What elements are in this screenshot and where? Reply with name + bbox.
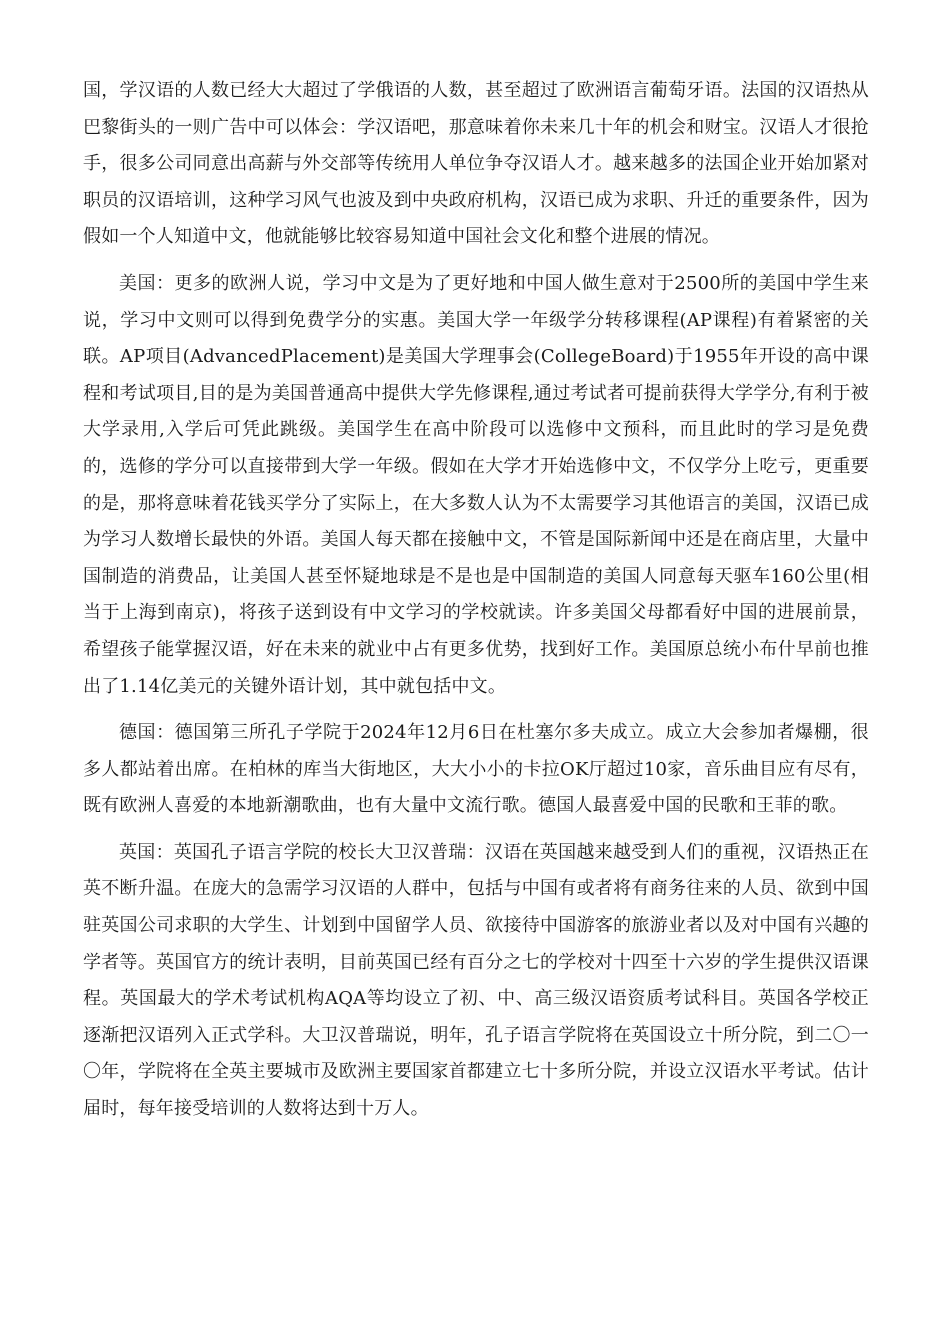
- document-page: [83, 73, 869, 1138]
- paragraph-usa: 美国：更多的欧洲人说，学习中文是为了更好地和中国人做生意对于2500所的美国中学生来说，学习中文则可以得到免费学分的实惠。美国大学一年级学分转移课程(AP课程)有着紧密的关联。AP项目(AdvancedPlacement)是美国大学理事会(CollegeBoard)于1955年开设的高中课程和考试项目,目的是为美国普通高中提供大学先修课程,通过考试者可提前获得大学学分,有利于被大学录用,入学后可凭此跳级。美国学生在高中阶段可以选修中文预科，而且此时的学习是免费的，选修的学分可以直接带到大学一年级。假如在大学才开始选修中文，不仅学分上吃亏，更重要的是，那将意味着花钱买学分了实际上，在大多数人认为不太需要学习其他语言的美国，汉语已成为学习人数增长最快的外语。美国人每天都在接触中文，不管是国际新闻中还是在商店里，大量中国制造的消费品，让美国人甚至怀疑地球是不是也是中国制造的美国人同意每天驱车160公里(相当于上海到南京)，将孩子送到设有中文学习的学校就读。许多美国父母都看好中国的进展前景，希望孩子能掌握汉语，好在未来的就业中占有更多优势，找到好工作。美国原总统小布什早前也推出了1.14亿美元的关键外语计划，其中就包括中文。: [83, 272, 869, 697]
- paragraph-germany: 德国：德国第三所孔子学院于2024年12月6日在杜塞尔多夫成立。成立大会参加者爆棚，很多人都站着出席。在柏林的库当大街地区，大大小小的卡拉OK厅超过10家，音乐曲目应有尽有，既有欧洲人喜爱的本地新潮歌曲，也有大量中文流行歌。德国人最喜爱中国的民歌和王菲的歌。: [83, 722, 869, 817]
- paragraph-uk: 英国：英国孔子语言学院的校长大卫汉普瑞：汉语在英国越来越受到人们的重视，汉语热正在英不断升温。在庞大的急需学习汉语的人群中，包括与中国有或者将有商务往来的人员、欲到中国驻英国公司求职的大学生、计划到中国留学人员、欲接待中国游客的旅游业者以及对中国有兴趣的学者等。英国官方的统计表明，目前英国已经有百分之七的学校对十四至十六岁的学生提供汉语课程。英国最大的学术考试机构AQA等均设立了初、中、高三级汉语资质考试科目。英国各学校正逐渐把汉语列入正式学科。大卫汉普瑞说，明年，孔子语言学院将在英国设立十所分院，到二〇一〇年，学院将在全英主要城市及欧洲主要国家首都建立七十多所分院，并设立汉语水平考试。估计届时，每年接受培训的人数将达到十万人。: [83, 841, 869, 1120]
- paragraph-france: 国，学汉语的人数已经大大超过了学俄语的人数，甚至超过了欧洲语言葡萄牙语。法国的汉语热从巴黎街头的一则广告中可以体会：学汉语吧，那意味着你未来几十年的机会和财宝。汉语人才很抢手，很多公司同意出高薪与外交部等传统用人单位争夺汉语人才。越来越多的法国企业开始加紧对职员的汉语培训，这种学习风气也波及到中央政府机构，汉语已成为求职、升迁的重要条件，因为假如一个人知道中文，他就能够比较容易知道中国社会文化和整个进展的情况。: [83, 80, 869, 248]
